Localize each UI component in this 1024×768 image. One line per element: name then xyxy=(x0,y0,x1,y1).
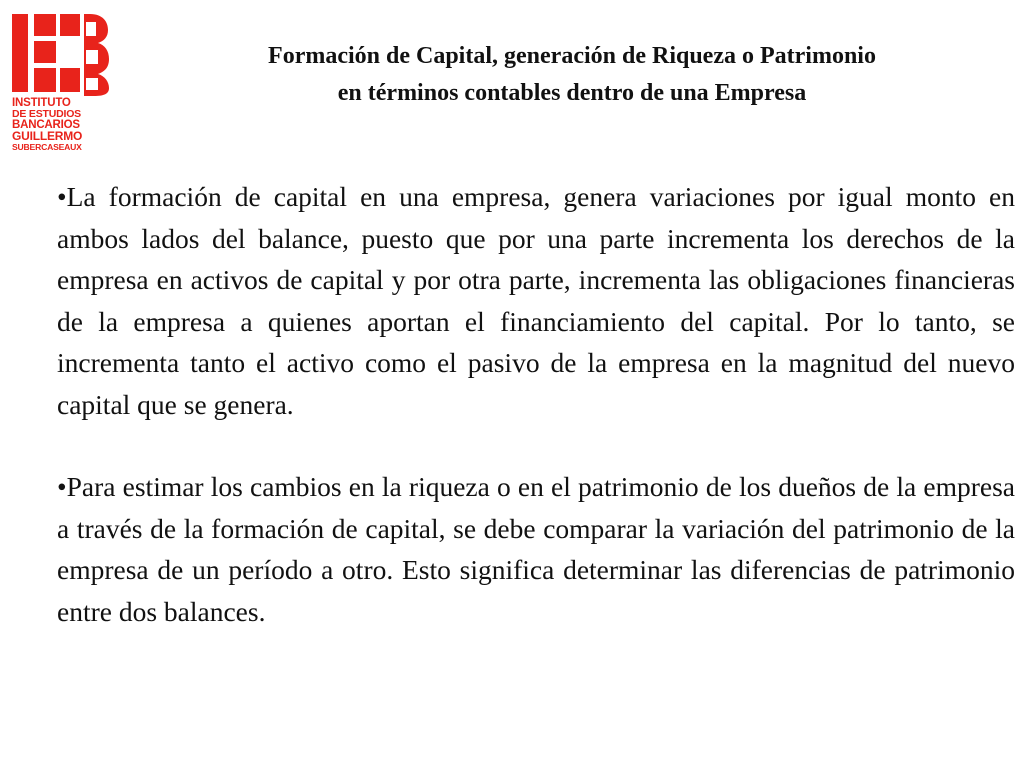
logo-line-3: BANCARIOS xyxy=(12,119,80,131)
slide-title-line-2: en términos contables dentro de una Empresa xyxy=(337,80,807,106)
institute-logo xyxy=(10,12,110,162)
logo-line-5: SUBERCASEAUX xyxy=(12,142,82,152)
slide-body xyxy=(57,176,1015,632)
logo-line-1: INSTITUTO xyxy=(12,97,71,109)
logo-line-2: DE ESTUDIOS xyxy=(12,108,81,120)
bullet-paragraph-2: •Para estimar los cambios en la riqueza o en el patrimonio de los dueños de la empresa a través de la formación de capital, se debe comparar la variación del patrimonio de la empresa de un período a otro. Esto significa determinar las diferencias de patrimonio entre dos balances. xyxy=(57,471,1015,627)
iebgs-logo-icon xyxy=(10,12,110,96)
logo-line-4: GUILLERMO xyxy=(12,129,83,143)
slide-title-line-1: Formación de Capital, generación de Riqueza o Patrimonio xyxy=(268,43,876,69)
slide-title xyxy=(120,38,1024,112)
logo-wordmark xyxy=(12,98,112,153)
bullet-paragraph-1: •La formación de capital en una empresa, genera variaciones por igual monto en ambos lados del balance, puesto que por una parte incrementa los derechos de la empresa en activos de capital y por otra parte, incrementa las obligaciones financieras de la empresa a quienes aportan el financiamiento del capital. Por lo tanto, se incrementa tanto el activo como el pasivo de la empresa en la magnitud del nuevo capital que se genera. xyxy=(57,181,1015,420)
